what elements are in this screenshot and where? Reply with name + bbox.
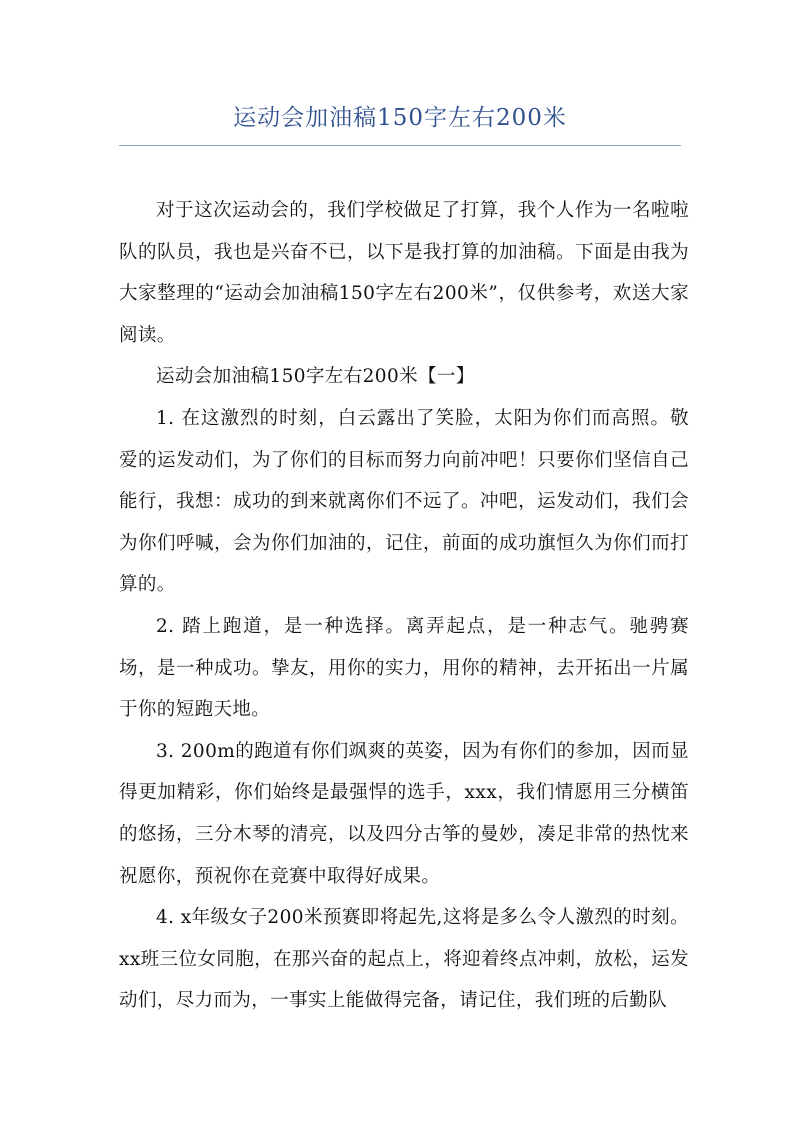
cheer-paragraph-2: 2. 踏上跑道，是一种选择。离弄起点，是一种志气。驰骋赛场，是一种成功。挚友，用你的实力，用你的精神，去开拓出一片属于你的短跑天地。	[119, 615, 689, 721]
document-title: 运动会加油稿150字左右200米	[233, 105, 567, 131]
intro-paragraph: 对于这次运动会的，我们学校做足了打算，我个人作为一名啦啦队的队员，我也是兴奋不已，以下是我打算的加油稿。下面是由我为大家整理的“运动会加油稿150字左右200米”，仅供参考，欢送大家阅读。	[119, 200, 689, 346]
cheer-paragraph-4: 4. x年级女子200米预赛即将起先,这将是多么令人激烈的时刻。xx班三位女同胞，在那兴奋的起点上，将迎着终点冲刺，放松，运发动们，尽力而为，一事实上能做得完备，请记住，我们班的后勤队	[119, 907, 689, 1012]
cheer-paragraph-1: 1. 在这激烈的时刻，白云露出了笑脸，太阳为你们而高照。敬爱的运发动们，为了你们的目标而努力向前冲吧！只要你们坚信自己能行，我想：成功的到来就离你们不远了。冲吧，运发动们，我们会为你们呼喊，会为你们加油的，记住，前面的成功旗恒久为你们而打算的。	[119, 407, 689, 596]
cheer-paragraph-3: 3. 200m的跑道有你们飒爽的英姿，因为有你们的参加，因而显得更加精彩，你们始终是最强悍的选手，xxx，我们情愿用三分横笛的悠扬，三分木琴的清亮，以及四分古筝的曼妙，凑足非常的热忱来祝愿你，预祝你在竞赛中取得好成果。	[119, 740, 689, 887]
section-heading: 运动会加油稿150字左右200米【一】	[156, 366, 475, 388]
title-divider	[119, 145, 681, 146]
document-body	[119, 190, 689, 1022]
